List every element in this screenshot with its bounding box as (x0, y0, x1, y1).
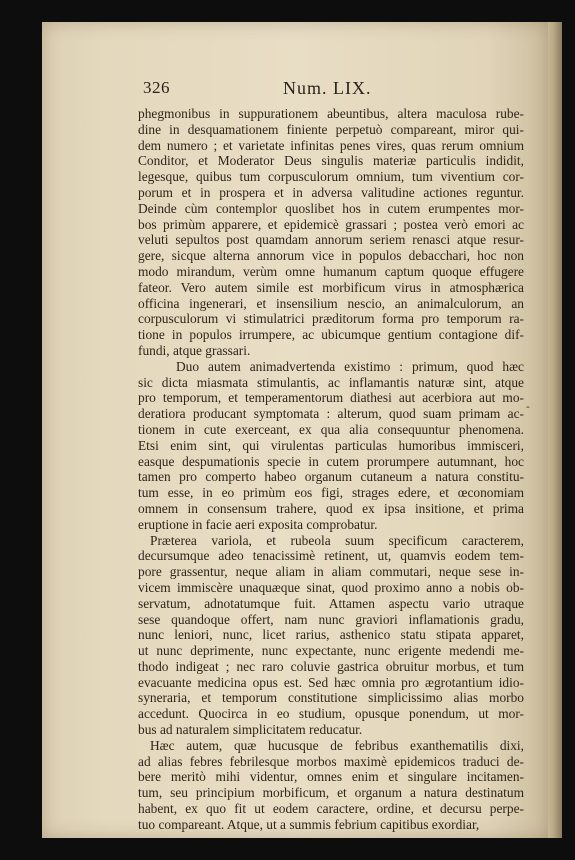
text-line: fateor. Vero autem simile est morbificum virus in atmosphærica (138, 279, 524, 295)
page-header (143, 78, 523, 100)
text-line: Præterea variola, et rubeola suum specificum caracterem, (150, 532, 524, 548)
text-line: evacuante medicina opus est. Sed hæc omnia pro ægrotantium idio- (138, 674, 524, 690)
page-number: 326 (143, 78, 170, 97)
text-line: officina ingenerari, et insensilium nescio, an animalculorum, an (138, 295, 524, 311)
text-line: decursumque adeo tenacissimè retinent, ut, quamvis eodem tem- (138, 548, 524, 564)
text-line: nunc leniori, nunc, licet rarius, asthenico statu stipata apparet, (138, 627, 524, 643)
text-line: eruptione in facie aeri exposita comprobatur. (138, 516, 378, 532)
text-line: phegmonibus in suppurationem abeuntibus, altera maculosa rube- (138, 106, 524, 121)
text-line: thodo indigeat ; nec raro coluvie gastrica obruitur morbus, et tum (138, 658, 524, 674)
page-edge (548, 22, 562, 838)
text-line: Conditor, et Moderator Deus singulis materiæ particulis indidit, (138, 153, 524, 169)
text-line: porum et in prospera et in adversa valitudine actiones reguntur. (138, 184, 524, 200)
text-line: bos primùm apparere, et epidemicè grassari ; postea verò emori ac (138, 216, 524, 232)
text-line: dem numero ; et varietate infinitas penes vires, quas rerum omnium (138, 137, 524, 153)
text-line: Deinde cùm contemplor quoslibet hos in cutem erumpentes mor- (138, 200, 524, 216)
text-line: bus ad naturalem simplicitatem reducatur. (138, 722, 363, 738)
text-line: sese quandoque offert, nam nunc graviori inflamationis gradu, (138, 611, 524, 627)
text-line: tum esse, in eo primùm eos figi, strages edere, et œconomiam (138, 485, 524, 501)
text-line: servatum, adnotatumque fuit. Attamen aspectu vario utraque (138, 595, 524, 611)
text-line: pore grassentur, neque aliam in aliam commutari, neque sese in- (138, 564, 524, 580)
text-line: fundi, atque grassari. (138, 342, 251, 358)
text-line: easque despumationis specie in cutem prorumpere autumnant, hoc (138, 453, 524, 469)
text-line: Etsi enim sint, qui virulentas particulas humoribus immisceri, (138, 437, 524, 453)
text-line: tionem in cute exerceant, ex qua alia consequuntur phenomena. (138, 421, 524, 437)
text-line: dine in desquamationem finiente perpetuò compareant, miror qui- (138, 121, 524, 137)
text-line: gere, sicque alterna annorum vice in populos debacchari, hoc non (138, 248, 524, 264)
text-line: Duo autem animadvertenda existimo : primum, quod hæc (176, 358, 524, 374)
text-line: Hæc autem, quæ hucusque de febribus exanthematilis dixi, (150, 737, 524, 753)
text-line: tum, seu principium morbificum, et organum a natura destinatum (138, 785, 524, 801)
text-line: omnem in consensum trahere, quod ex ipsa insitione, et prima (138, 500, 524, 516)
text-line: tamen pro comperto habeo organum cutaneum a natura constitu- (138, 469, 524, 485)
body-text (138, 106, 524, 833)
text-line: syneraria, et temporum constitutione simplicissimo alias morbo (138, 690, 524, 706)
running-title: Num. LIX. (283, 78, 372, 98)
text-line: bere meritò mihi videntur, omnes enim et singulare incitamen- (138, 769, 524, 785)
text-line: ut nunc deprimente, nunc expectante, nunc erigente medendi me- (138, 643, 524, 659)
text-line: ad alias febres febrilesque morbos maximè epidemicos traduci de- (138, 753, 524, 769)
text-line: vicem immiscère unaquæque sinat, quod proximo anno a nobis ob- (138, 579, 524, 595)
text-line: tione in populos irrumpere, ac ubicumque gentium contagione dif- (138, 327, 524, 343)
text-line: pro temporum, et temperamentorum diathesi aut acerbiora aut mo- (138, 390, 524, 406)
text-line: habent, ex quo fit ut eodem caractere, ordine, et decursu perpe- (138, 801, 524, 817)
text-line: sic dicta miasmata stimulantis, ac inflamantis naturæ sint, atque (138, 374, 524, 390)
text-line: corpusculorum vi stimulatrici præditorum forma pro temporum ra- (138, 311, 524, 327)
text-line: modo mirandum, verùm omne humanum captum quoque effugere (138, 263, 524, 279)
text-line: deratiora producant symptomata : alterum, quod suam primam ac- (138, 406, 524, 422)
text-line: accedunt. Quocirca in eo studium, opusque ponendum, ut mor- (138, 706, 524, 722)
text-line: legesque, quibus tum corpusculorum omnium, tum viventium cor- (138, 169, 524, 185)
text-line: tuo compareant. Atque, ut a summis febrium capitibus exordiar, (138, 816, 480, 832)
margin-mark: - (526, 400, 530, 413)
text-line: veluti sepultos post quamdam annorum seriem renasci atque resur- (138, 232, 524, 248)
